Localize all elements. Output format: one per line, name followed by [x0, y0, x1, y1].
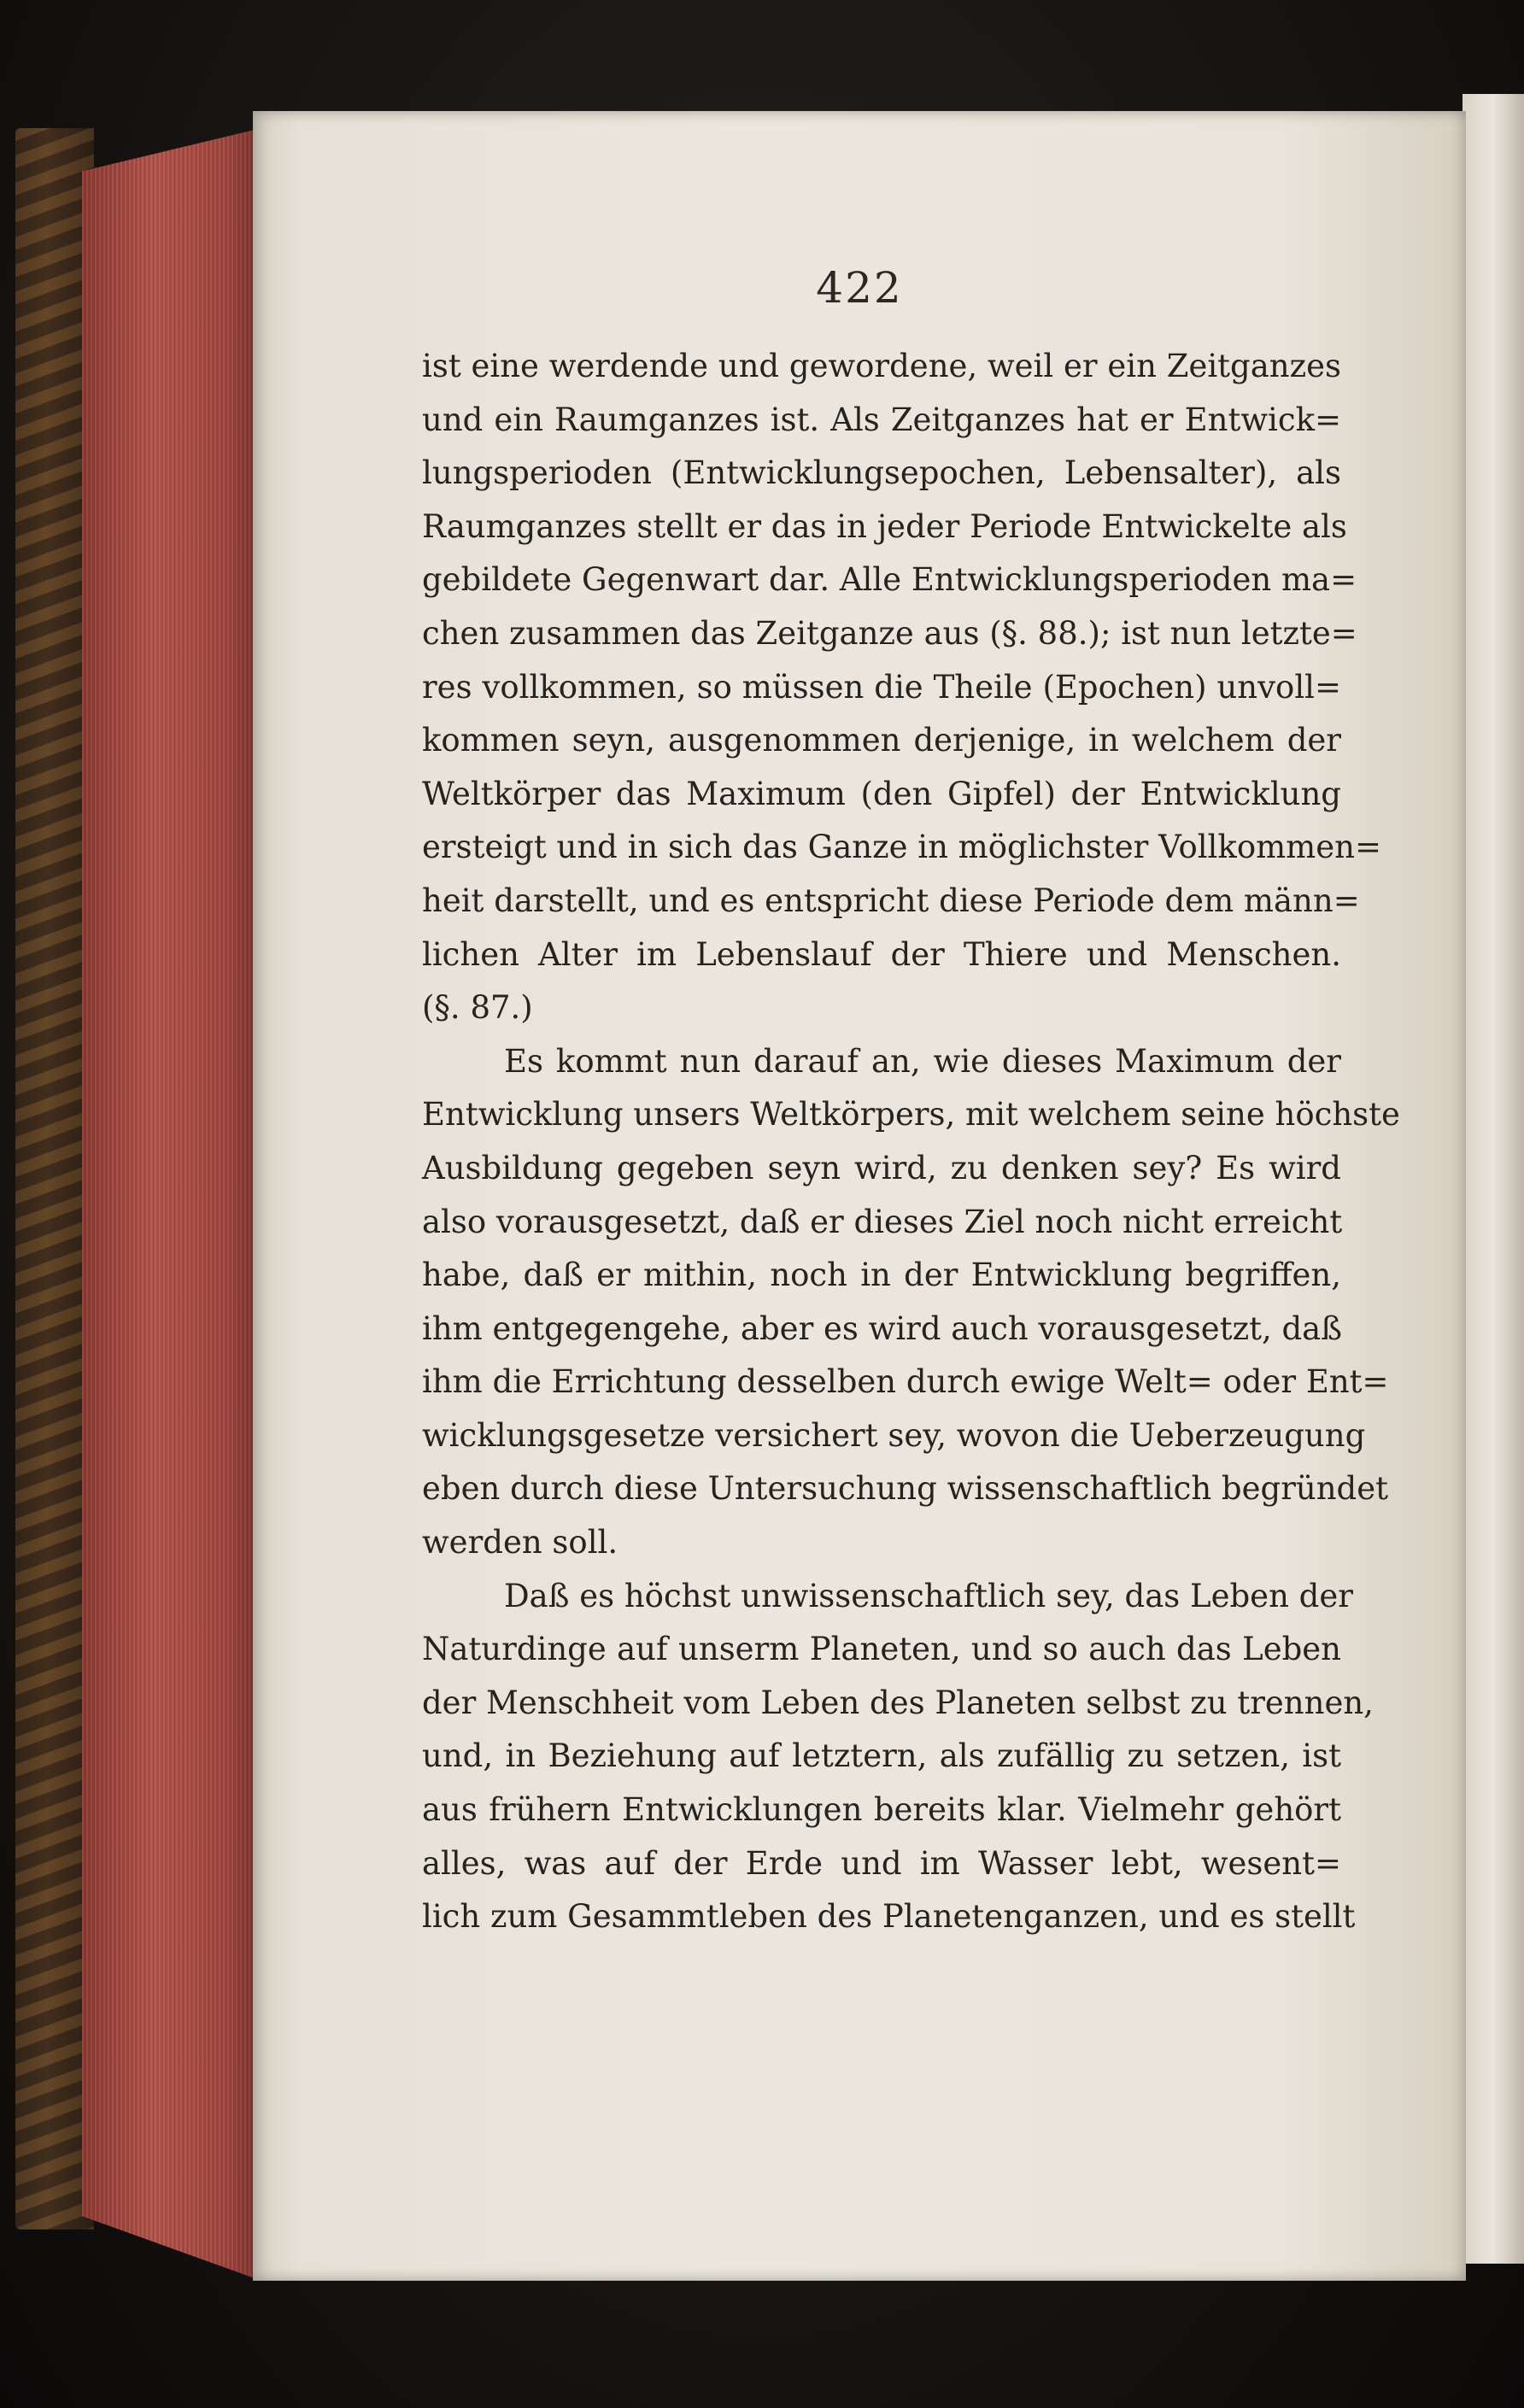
text-line: der Menschheit vom Leben des Planeten selbst zu trennen, — [422, 1684, 1374, 1721]
text-line: ihm die Errichtung desselben durch ewige Welt= oder Ent= — [422, 1363, 1389, 1401]
text-line: gebildete Gegenwart dar. Alle Entwicklungsperioden ma= — [422, 561, 1357, 599]
page-text — [422, 340, 1400, 1944]
page-edges — [82, 128, 261, 2281]
text-line: ersteigt und in sich das Ganze in möglichster Vollkommen= — [422, 829, 1381, 866]
text-line: Es kommt nun darauf an, wie dieses Maximum der — [504, 1042, 1341, 1080]
text-line: (§. 87.) — [422, 989, 533, 1027]
text-line: alles, was auf der Erde und im Wasser lebt, wesent= — [422, 1844, 1341, 1882]
text-line: werden soll. — [422, 1524, 618, 1561]
text-line: aus frühern Entwicklungen bereits klar. Vielmehr gehört — [422, 1791, 1341, 1829]
text-line: Daß es höchst unwissenschaftlich sey, das Leben der — [504, 1577, 1353, 1614]
text-line: Ausbildung gegeben seyn wird, zu denken sey? Es wird — [422, 1149, 1341, 1186]
text-line: chen zusammen das Zeitganze aus (§. 88.); ist nun letzte= — [422, 614, 1357, 652]
text-line: lichen Alter im Lebenslauf der Thiere und Menschen. — [422, 935, 1341, 973]
text-line: Entwicklung unsers Weltkörpers, mit welchem seine höchste — [422, 1096, 1400, 1134]
text-line: ihm entgegengehe, aber es wird auch vorausgesetzt, daß — [422, 1309, 1342, 1347]
text-line: wicklungsgesetze versichert sey, wovon die Ueberzeugung — [422, 1416, 1366, 1454]
page-number: 422 — [816, 263, 903, 313]
text-line: Weltkörper das Maximum (den Gipfel) der Entwicklung — [422, 775, 1341, 812]
text-line: ist eine werdende und gewordene, weil er ein Zeitganzes — [422, 348, 1341, 384]
text-line: kommen seyn, ausgenommen derjenige, in welchem der — [422, 722, 1341, 759]
text-line: res vollkommen, so müssen die Theile (Epochen) unvoll= — [422, 668, 1341, 706]
facing-page-edge — [1462, 94, 1524, 2264]
text-line: also vorausgesetzt, daß er dieses Ziel noch nicht erreicht — [422, 1203, 1343, 1240]
text-line: und, in Beziehung auf letztern, als zufällig zu setzen, ist — [422, 1737, 1341, 1775]
text-line: Raumganzes stellt er das in jeder Periode Entwickelte als — [422, 507, 1347, 545]
text-line: lich zum Gesammtleben des Planetenganzen, und es stellt — [422, 1898, 1356, 1936]
text-line: heit darstellt, und es entspricht diese Periode dem männ= — [422, 882, 1360, 919]
text-line: eben durch diese Untersuchung wissenschaftlich begründet — [422, 1470, 1388, 1508]
text-line: und ein Raumganzes ist. Als Zeitganzes hat er Entwick= — [422, 401, 1341, 438]
text-line: Naturdinge auf unserm Planeten, und so auch das Leben — [422, 1631, 1341, 1668]
text-line: lungsperioden (Entwicklungsepochen, Lebensalter), als — [422, 454, 1341, 492]
text-line: habe, daß er mithin, noch in der Entwicklung begriffen, — [422, 1257, 1341, 1294]
book-page — [253, 111, 1466, 2281]
